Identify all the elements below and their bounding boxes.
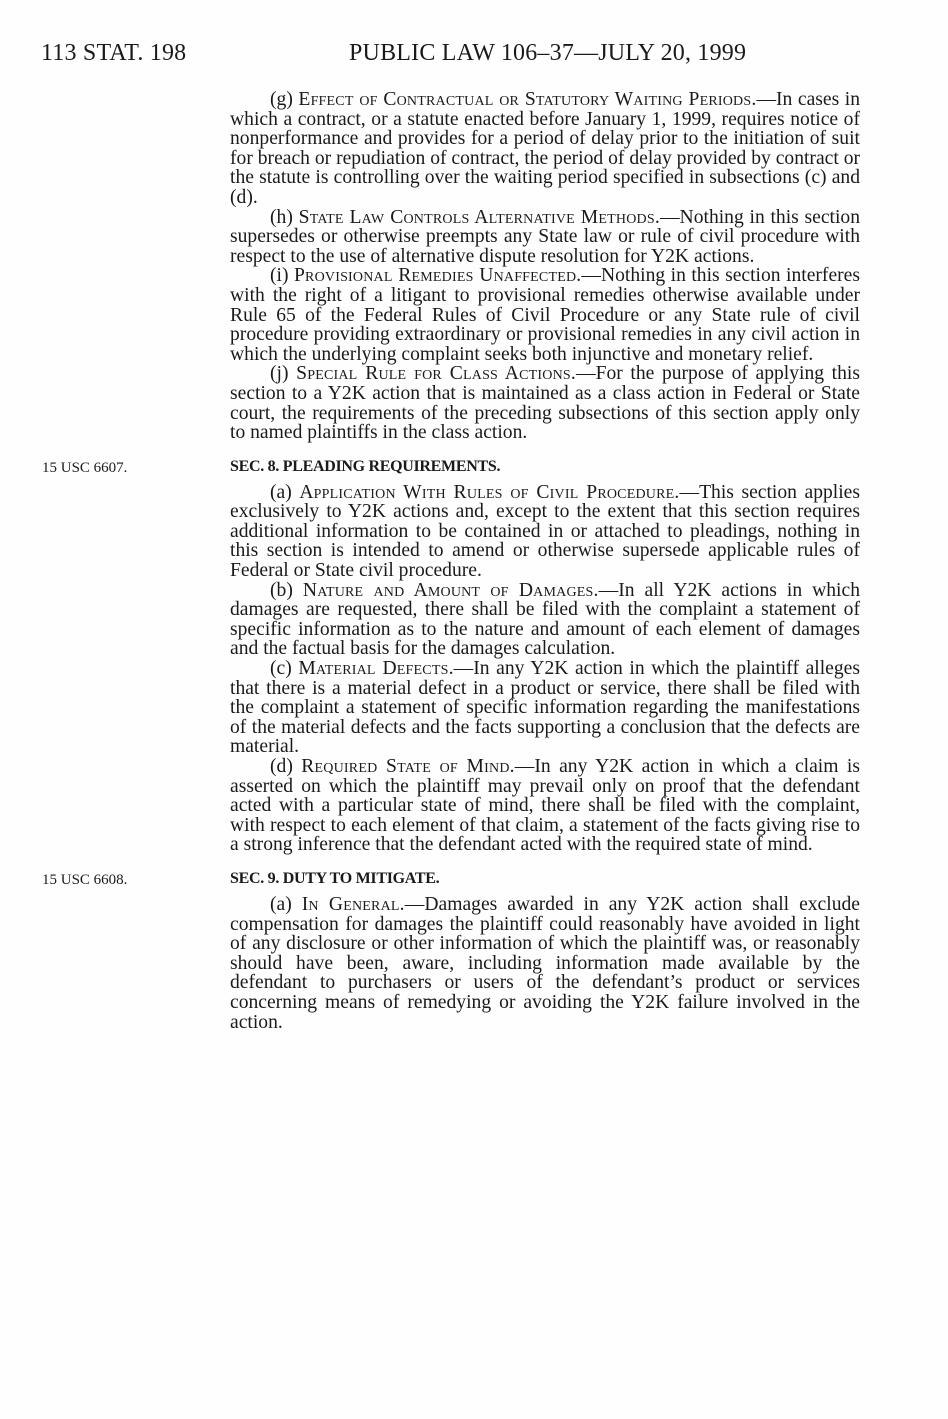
subsection-text: —In any Y2K action in which a claim is asserted on which the plaintiff may prevail only on proof that the defendant acted with a particular state of mind, there shall be filed with the complaint, with respect to each element of that claim, a statement of the facts giving rise to a strong inference that the defendant acted with the required state of mind. [230,756,860,856]
subsection-h [230,208,860,267]
subsection-label: (g) [270,89,293,110]
statute-page-reference: 113 STAT. 198 [41,40,187,66]
section-title: SEC. 9. DUTY TO MITIGATE. [230,869,440,887]
subsection-heading: Provisional Remedies Unaffected. [293,265,582,287]
subsection-text: —In any Y2K action in which the plaintiff alleges that there is a material defect in a product or service, there shall be filed with the complaint a statement of specific information regarding the manifestations of the material defects and the facts supporting a conclusion that the defects are material. [230,658,860,758]
subsection-label: (a) [270,481,292,503]
section-9 [42,869,860,1033]
subsection-text: —This section applies exclusively to Y2K actions and, except to the extent that this section requires additional information to be contained in or attached to pleadings, nothing in this section is intended to amend or otherwise supersede applicable rules of Federal or State civil procedure. [230,481,860,582]
subsection-heading: Special Rule for Class Actions. [296,363,576,385]
subsection-heading: Required State of Mind. [301,756,515,777]
subsection-label: (d) [270,756,293,777]
subsection-heading: Nature and Amount of Damages. [302,579,599,601]
subsection-g [230,90,860,208]
subsection-heading: Application With Rules of Civil Procedure. [299,481,680,503]
section-8-subsection-d [230,757,860,855]
subsection-label: (b) [270,579,293,601]
subsection-j [230,364,860,442]
subsection-label: (h) [270,206,293,228]
subsection-heading: Effect of Contractual or Statutory Waiting Periods. [298,89,757,110]
subsection-text: —Nothing in this section supersedes or otherwise preempts any State law or rule of civil procedure with respect to the use of alternative dispute resolution for Y2K actions. [230,206,860,267]
section-9-subsection-a [230,895,860,1032]
body-text [42,89,861,1033]
subsection-label: (a) [270,893,292,915]
subsection-heading: Material Defects. [298,658,454,680]
subsection-label: (c) [270,658,292,680]
law-title: PUBLIC LAW 106–37—JULY 20, 1999 [349,40,747,66]
subsection-text: —In all Y2K actions in which damages are requested, there shall be filed with the complaint a statement of specific information as to the nature and amount of each element of damages and the factual basis for the damages calculation. [230,579,860,660]
section-title: SEC. 8. PLEADING REQUIREMENTS. [230,457,501,475]
subsection-i [230,266,860,364]
usc-margin-note: 15 USC 6608. [42,871,128,888]
subsection-text: —For the purpose of applying this section to a Y2K action that is maintained as a class action in Federal or State court, the requirements of the preceding subsections of this section apply only to named plaintiffs in the class action. [230,363,860,444]
running-header [0,40,948,70]
subsection-text: —In cases in which a contract, or a statute enacted before January 1, 1999, requires notice of nonperformance and provides for a period of delay prior to the initiation of suit for breach or repudiation of contract, the period of delay provided by contract or the statute is controlling over the waiting period specified in subsections (c) and (d). [230,89,861,208]
subsection-text: —Nothing in this section interferes with the right of a litigant to provisional remedies otherwise available under Rule 65 of the Federal Rules of Civil Procedure or any State rule of civil procedure providing extraordinary or provisional remedies in any civil action in which the underlying complaint seeks both injunctive and monetary relief. [230,265,860,365]
usc-margin-note: 15 USC 6607. [42,459,128,476]
section-8 [42,457,860,856]
subsection-text: —Damages awarded in any Y2K action shall exclude compensation for damages the plaintiff could reasonably have avoided in light of any disclosure or other information of which the plaintiff was, or reasonably should have been, aware, including information made available by the defendant to purchasers or users of the defendant’s product or services concerning means of remedying or avoiding the Y2K failure involved in the action. [230,893,860,1033]
subsection-label: (j) [270,363,289,385]
section-8-subsection-a [230,483,860,581]
section-8-subsection-b [230,581,860,659]
subsection-heading: State Law Controls Alternative Methods. [298,206,660,228]
subsection-label: (i) [270,265,289,287]
subsection-heading: In General. [301,893,405,915]
section-8-subsection-c [230,659,860,757]
